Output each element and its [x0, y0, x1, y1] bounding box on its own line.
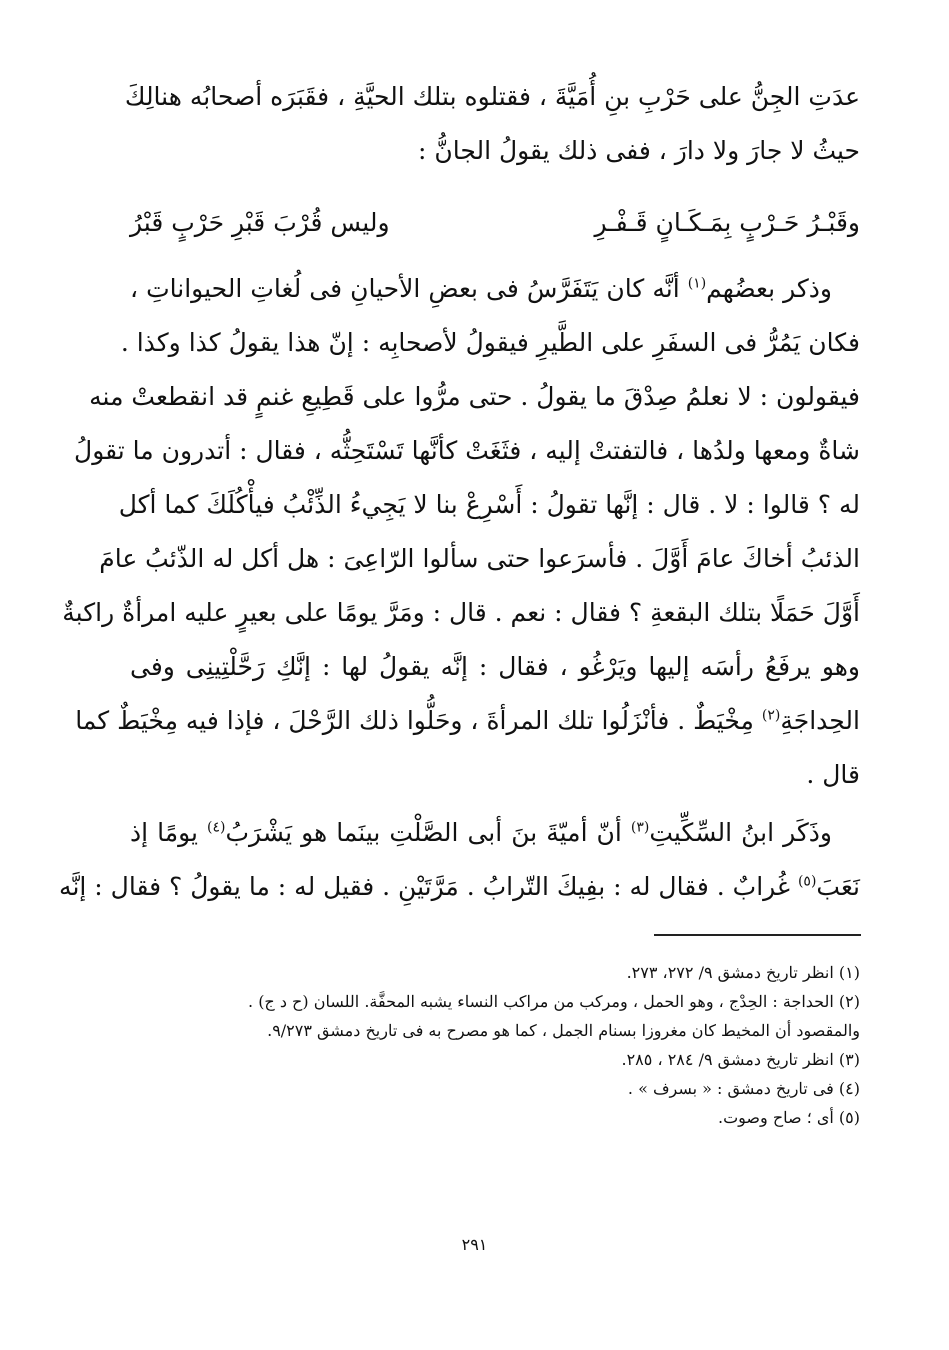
footnotes — [160, 958, 860, 1132]
footnote: (٥) أى ؛ صاح وصوت. — [718, 1108, 860, 1127]
footnote: (٣) انظر تاريخ دمشق ٩/ ٢٨٤ ، ٢٨٥. — [621, 1050, 860, 1069]
paragraph-3 — [59, 806, 860, 914]
footnote-marker: (١) — [687, 275, 707, 292]
footnote: (٤) فى تاريخ دمشق : « بسرف » . — [627, 1079, 860, 1098]
paragraph-line — [75, 694, 860, 748]
footnote-marker: (٤) — [207, 819, 226, 836]
paragraph-2 — [62, 262, 860, 802]
paragraph-line — [130, 262, 860, 316]
paragraph-line: وهو يرفَعُ رأسَه إليها ويَرْغُو ، فقال : إنَّه يقولُ لها : إنَّكِ رَحَّلْتِينِى وفى — [130, 652, 860, 681]
paragraph-line: فكان يَمُرُّ فى السفَرِ على الطَّيرِ فيقولُ لأصحابِه : إنّ هذا يقولُ كذا وكذا . — [120, 328, 860, 357]
poetry-verse — [130, 196, 860, 250]
footnote: والمقصود أن المخيط كان مغروزا بسنام الجمل ، كما هو مصرح به فى تاريخ دمشق ٩/٢٧٣. — [267, 1021, 860, 1040]
line-text: مِخْيَطٌ . فأنْزَلُوا تلك المرأةَ ، وحَلُّوا ذلك الرَّحْلَ ، فإذا فيه مِخْيَطٌ كما — [75, 706, 762, 735]
page-number: ٢٩١ — [461, 1235, 488, 1254]
verse-first-hemistich: وقَبْـرُ حَـرْبٍ بِمَـكَـانٍ قَـفْـرِ — [594, 208, 860, 237]
line-text: أنَّه كان يَتَفَرَّسُ فى بعضِ الأحيانِ فى لُغاتِ الحيواناتِ ، — [130, 274, 688, 303]
paragraph-line: عدَتِ الجِنُّ على حَرْبِ بنِ أُمَيَّةَ ، فقتلوه بتلك الحيَّةِ ، فقَبَرَه أصحابُه هنالِكَ — [124, 82, 860, 111]
footnote-marker: (٥) — [797, 873, 817, 890]
footnote-marker: (٣) — [630, 819, 650, 836]
line-text: الحِداجَةِ — [780, 706, 860, 735]
line-text: وذكر بعضُهم — [706, 274, 832, 303]
line-text: أنّ أميّةَ بنَ أبى الصَّلْتِ بينَما هو يَشْرَبُ — [225, 818, 631, 847]
paragraph-line: حيثُ لا جارَ ولا دارَ ، ففى ذلك يقولُ الجانُّ : — [417, 136, 860, 165]
line-text: نَعَبَ — [816, 872, 860, 901]
footnote-separator — [654, 934, 861, 936]
paragraph-1 — [124, 70, 860, 178]
line-text: يومًا إذ — [130, 818, 208, 847]
paragraph-line: فيقولون : لا نعلمُ صِدْقَ ما يقولُ . حتى مرُّوا على قَطِيعِ غنمٍ قد انقطعتْ منه — [89, 382, 860, 411]
paragraph-line: أَوَّلَ حَمَلًا بتلك البقعةِ ؟ فقال : نعم . قال : ومَرَّ يومًا على بعيرٍ عليه امرأةٌ راكبةٌ — [62, 598, 860, 627]
paragraph-line: له ؟ قالوا : لا . قال : إنَّها تقولُ : أَسْرِعْ بنا لا يَجِيءُ الذِّئْبُ فيأْكُلَكَ كما أكل — [118, 490, 860, 519]
footnote: (٢) الحداجة : الحِدْج ، وهو الحمل ، ومركب من مراكب النساء يشبه المحفَّة. اللسان (ح د ج) . — [248, 992, 860, 1011]
footnote-marker: (٢) — [761, 707, 781, 724]
paragraph-line — [130, 806, 860, 860]
line-text: وذَكَر ابنُ السِّكِّيتِ — [649, 818, 832, 847]
verse-second-hemistich: وليس قُرْبَ قَبْرِ حَرْبٍ قَبْرُ — [130, 208, 390, 237]
paragraph-line: قال . — [806, 760, 860, 789]
paragraph-line: شاةٌ ومعها ولدُها ، فالتفتتْ إليه ، فثَغَتْ كأنَّها تَسْتَحِثُّه ، فقال : أتدرون ما تقولُ — [74, 436, 860, 465]
paragraph-line — [59, 860, 860, 914]
line-text: غُرابٌ . فقال له : بفِيكَ التّرابُ . مَرَّتَيْنِ . فقيل له : ما يقولُ ؟ فقال : إنَّه — [59, 872, 798, 901]
footnote: (١) انظر تاريخ دمشق ٩/ ٢٧٢، ٢٧٣. — [626, 963, 860, 982]
paragraph-line: الذئبُ أخاكَ عامَ أَوَّلَ . فأسرَعوا حتى سألوا الرّاعِىَ : هل أكل له الذّئبُ عامَ — [99, 544, 860, 573]
